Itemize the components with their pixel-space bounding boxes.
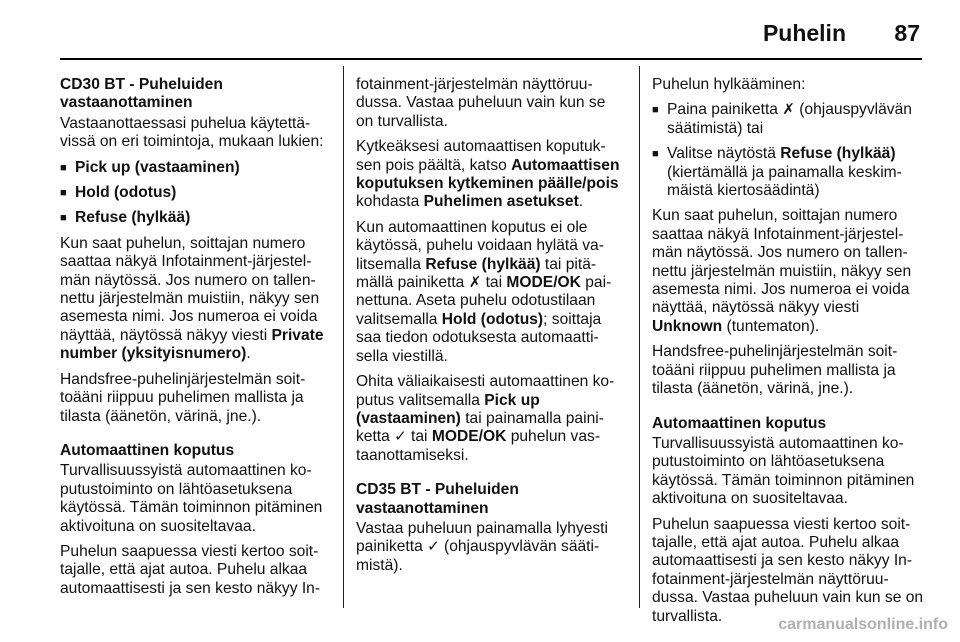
paragraph: Puhelun saapuessa viesti kertoo soittajalle, että ajat autoa. Puhelu alkaa automaattisesti ja sen kesto näkyy Infotainment-järjestelmän näyttöruudussa. Vastaa puheluun vain kun se on turvallista.: [652, 515, 924, 625]
column-3: [652, 76, 924, 633]
pick-up-icon: ✓: [427, 538, 440, 556]
watermark: carmanualsonline.info: [778, 616, 948, 633]
paragraph: Turvallisuussyistä automaattinen koputustoiminto on lähtöasetuksena käytössä. Tämän toiminnon pitäminen aktivoituna on suositeltavaa.: [652, 434, 915, 508]
paragraph: Vastaa puheluun painamalla lyhyesti painiketta ✓ (ohjauspyvlävän säätimistä).: [356, 519, 608, 574]
paragraph: Vastaanottaessasi puhelua käytettävissä on eri toimintoja, mukaan lukien:: [60, 114, 324, 151]
pick-up-icon: ✓: [394, 428, 407, 446]
paragraph: Kytkeäksesi automaattisen koputuksen pois päältä, katso Automaattisen koputuksen kytkeminen päälle/pois kohdasta Puhelimen asetukset.: [356, 138, 620, 211]
paragraph: fotainment-järjestelmän näyttöruudussa. Vastaa puheluun vain kun se on turvallista.: [356, 76, 606, 130]
page-number: 87: [894, 20, 920, 46]
list-item: ■ Paina painiketta ✗ (ohjauspyvlävän säätimistä) tai: [652, 101, 924, 138]
column-divider-left: [343, 66, 344, 608]
options-list: [60, 159, 326, 228]
column-divider-right: [639, 66, 640, 608]
section-heading-auto: Automaattinen koputus: [652, 414, 827, 432]
column-2: [356, 76, 622, 582]
paragraph: Puhelun saapuessa viesti kertoo soittajalle, että ajat autoa. Puhelu alkaa automaattisesti ja sen kesto näkyy In-: [60, 542, 321, 597]
paragraph: Ohita väliaikaisesti automaattinen koputus valitsemalla Pick up (vastaaminen) tai painamalla painiketta ✓ tai MODE/OK puhelun vastaanottamiseksi.: [356, 373, 615, 464]
list-item: ■ Refuse (hylkää): [60, 209, 326, 227]
paragraph: Kun automaattinen koputus ei ole käytössä, puhelu voidaan hylätä valitsemalla Refuse (hylkää) tai pitämällä painiketta ✗ tai MODE/OK painettuna. Aseta puhelu odotustilaan valitsemalla Hold (odotus); soittaja saa tiedon odotuksesta automaattisella viestillä.: [356, 218, 612, 365]
column-1: [60, 76, 326, 605]
paragraph: Kun saat puhelun, soittajan numero saattaa näkyä Infotainment-järjestelmän näytössä. Jos numero on tallennettu järjestelmän muistiin, näkyy sen asemesta nimi. Jos numeroa ei voida näyttää, näytössä näkyy viesti Private number (yksityisnumero).: [60, 234, 324, 363]
page-title: Puhelin: [762, 20, 846, 46]
paragraph: Turvallisuussyistä automaattinen koputustoiminto on lähtöasetuksena käytössä. Tämän toiminnon pitäminen aktivoituna on suositeltavaa.: [60, 462, 323, 535]
hang-up-icon: ✗: [782, 101, 795, 119]
list-item: ■ Hold (odotus): [60, 184, 326, 202]
paragraph: Handsfree-puhelinjärjestelmän soittoääni riippuu puhelimen mallista ja tilasta (äänetön, värinä, jne.).: [652, 343, 898, 398]
list-item: ■ Pick up (vastaaminen): [60, 159, 326, 177]
paragraph: Handsfree-puhelinjärjestelmän soittoääni riippuu puhelimen mallista ja tilasta (äänetön, värinä, jne.).: [60, 370, 306, 425]
section-heading-cd35: CD35 BT - Puheluiden vastaanottaminen: [356, 481, 519, 517]
section-heading-auto: Automaattinen koputus: [60, 441, 235, 459]
paragraph: Kun saat puhelun, soittajan numero saattaa näkyä Infotainment-järjestelmän näytössä. Jos numero on tallennettu järjestelmän muistiin, näkyy sen asemesta nimi. Jos numeroa ei voida näyttää, näytössä näkyy viesti Unknown (tuntematon).: [652, 207, 912, 335]
refuse-steps-list: [652, 101, 924, 200]
paragraph: Puhelun hylkääminen:: [652, 76, 806, 93]
section-heading-cd30: CD30 BT - Puheluiden vastaanottaminen: [60, 76, 223, 112]
hang-up-icon: ✗: [468, 274, 482, 292]
list-item: ■ Valitse näytöstä Refuse (hylkää) (kiertämällä ja painamalla keskimmäistä kiertosäädintä): [652, 145, 924, 200]
page-header: [60, 0, 922, 60]
